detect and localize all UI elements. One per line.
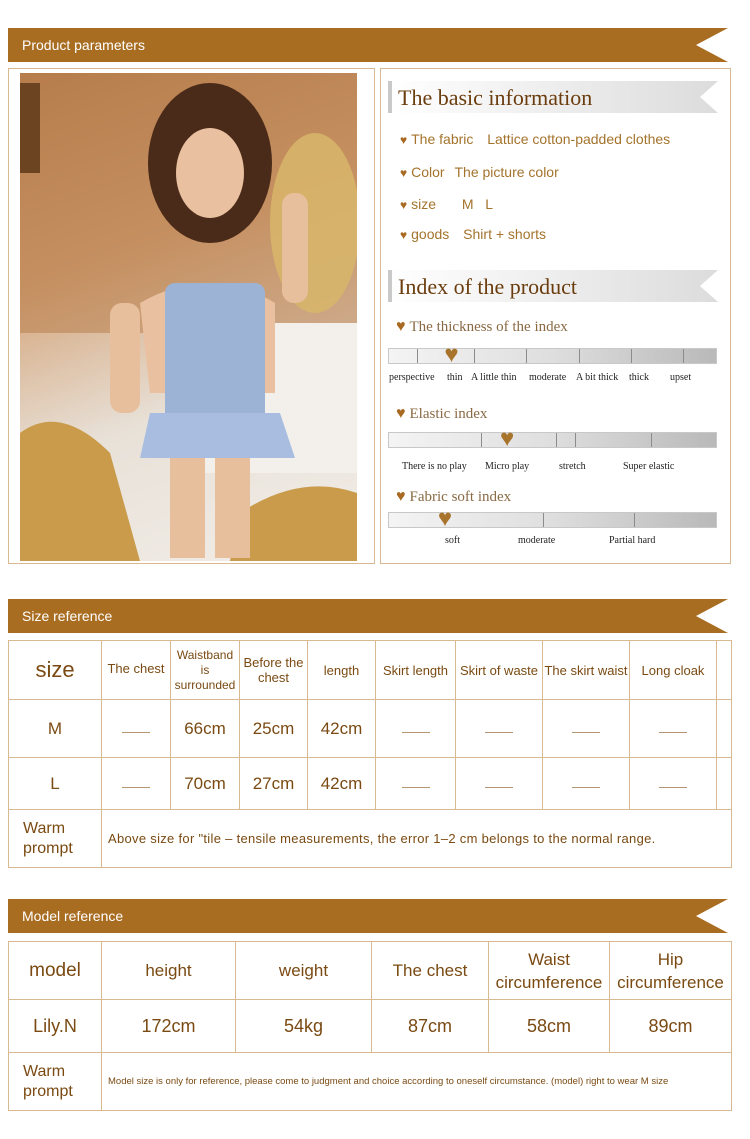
model-chest: 87cm: [372, 1000, 489, 1053]
cell-dash: [543, 700, 630, 758]
elastic-slider: [388, 425, 717, 452]
elastic-title-text: Elastic index: [409, 406, 488, 422]
slider-heart-icon: ♥: [499, 425, 515, 452]
cell-value: 25cm: [240, 700, 308, 758]
size-value: M L: [461, 196, 494, 212]
model-hip: 89cm: [610, 1000, 732, 1053]
model-name: Lily.N: [9, 1000, 102, 1053]
product-parameters-banner: [8, 28, 728, 62]
header-skirt-waste: Skirt of waste: [456, 641, 543, 700]
warm-prompt-text: Above size for "tile – tensile measurements, the error 1–2 cm belongs to the normal range.: [102, 810, 732, 868]
slider-heart-icon: ♥: [444, 341, 459, 368]
slider-tick: [634, 513, 635, 527]
size-table: [8, 640, 732, 868]
goods-label: goods: [411, 226, 450, 242]
heart-icon: ♥: [396, 405, 406, 422]
elastic-scale-0: There is no play: [402, 461, 467, 472]
color-label: Color: [411, 164, 445, 180]
thickness-scale-1: thin: [447, 372, 463, 383]
header-long-cloak: Long cloak: [630, 641, 717, 700]
header-height: height: [102, 942, 236, 1000]
elastic-scale-3: Super elastic: [623, 461, 675, 472]
info-row-size: [400, 196, 493, 212]
warm-prompt-text: Model size is only for reference, please come to judgment and choice according to oneself circumstance. (model) right to wear M size: [102, 1053, 732, 1111]
header-chest: The chest: [102, 641, 171, 700]
cell-dash: [456, 700, 543, 758]
header-skirt-length: Skirt length: [376, 641, 456, 700]
table-row: [9, 700, 732, 758]
thickness-scale-0: perspective: [389, 372, 435, 383]
model-reference-banner: [8, 899, 728, 933]
slider-tick: [526, 349, 527, 363]
header-hip: Hip circumference: [610, 942, 732, 1000]
soft-scale-1: moderate: [518, 535, 556, 546]
banner-title: Product parameters: [22, 37, 145, 53]
heart-icon: ♥: [396, 488, 406, 505]
model-header-row: [9, 942, 732, 1000]
slider-tick: [575, 433, 576, 447]
soft-slider: [388, 505, 717, 532]
thickness-scale-5: thick: [629, 372, 649, 383]
size-corner: size: [9, 641, 102, 700]
cell-value: 27cm: [240, 758, 308, 810]
size-label: size: [411, 196, 437, 212]
slider-tick: [683, 349, 684, 363]
basic-info-title: The basic information: [398, 85, 593, 110]
cell-dash: [630, 700, 717, 758]
model-waist: 58cm: [489, 1000, 610, 1053]
model-table: [8, 941, 732, 1111]
goods-value: Shirt + shorts: [463, 226, 547, 242]
thickness-scale-6: upset: [670, 372, 692, 383]
table-row: [9, 1000, 732, 1053]
slider-tick: [417, 349, 418, 363]
model-illustration: [20, 73, 357, 561]
basic-info-ribbon: [388, 81, 718, 113]
slider-tick: [556, 433, 557, 447]
slider-tick: [631, 349, 632, 363]
table-row: [9, 758, 732, 810]
cell-dash: [376, 758, 456, 810]
slider-tick: [543, 513, 544, 527]
elastic-scale-2: stretch: [559, 461, 586, 472]
banner-title: Size reference: [22, 608, 113, 624]
heart-icon: ♥: [400, 198, 408, 212]
slider-heart-icon: ♥: [437, 505, 453, 532]
model-height: 172cm: [102, 1000, 236, 1053]
cell-dash: [630, 758, 717, 810]
header-before-chest: Before the chest: [240, 641, 308, 700]
spacer-cell: [717, 758, 732, 810]
slider-tick: [651, 433, 652, 447]
thickness-scale-4: A bit thick: [576, 372, 619, 383]
fabric-value: Lattice cotton-padded clothes: [487, 131, 671, 147]
fabric-label: The fabric: [411, 131, 474, 147]
info-row-goods: [400, 226, 546, 242]
size-reference-banner: [8, 599, 728, 633]
soft-scale-2: Partial hard: [609, 535, 656, 546]
warm-prompt-label: Warm prompt: [9, 810, 102, 868]
color-value: The picture color: [454, 164, 559, 180]
cell-dash: [376, 700, 456, 758]
size-m: M: [9, 700, 102, 758]
heart-icon: ♥: [396, 318, 406, 335]
spacer-cell: [717, 700, 732, 758]
model-weight: 54kg: [236, 1000, 372, 1053]
index-ribbon: [388, 270, 718, 302]
cell-value: 42cm: [308, 700, 376, 758]
thickness-title: [396, 318, 568, 336]
header-chest: The chest: [372, 942, 489, 1000]
size-header-row: [9, 641, 732, 700]
info-row-color: [400, 164, 559, 180]
cell-value: 42cm: [308, 758, 376, 810]
heart-icon: ♥: [400, 133, 408, 147]
header-waist: Waist circumference: [489, 942, 610, 1000]
header-length: length: [308, 641, 376, 700]
slider-tick: [474, 349, 475, 363]
header-skirt-waist: The skirt waist: [543, 641, 630, 700]
header-weight: weight: [236, 942, 372, 1000]
size-prompt-row: [9, 810, 732, 868]
index-title: Index of the product: [398, 274, 577, 299]
banner-arrow-shape: [8, 599, 728, 633]
cell-dash: [543, 758, 630, 810]
info-row-fabric: [400, 131, 670, 147]
spacer-cell: [717, 641, 732, 700]
cell-value: 70cm: [171, 758, 240, 810]
heart-icon: ♥: [400, 228, 408, 242]
elastic-scale-1: Micro play: [485, 461, 530, 472]
cell-dash: [102, 700, 171, 758]
header-model: model: [9, 942, 102, 1000]
thickness-title-text: The thickness of the index: [409, 319, 568, 335]
elastic-title: [396, 405, 487, 423]
soft-title-text: Fabric soft index: [409, 489, 512, 505]
product-photo: [20, 73, 357, 561]
thickness-scale-2: A little thin: [471, 372, 517, 383]
banner-title: Model reference: [22, 908, 124, 924]
soft-scale-0: soft: [445, 535, 460, 546]
cell-dash: [456, 758, 543, 810]
slider-tick: [579, 349, 580, 363]
size-l: L: [9, 758, 102, 810]
thickness-slider: [388, 341, 717, 368]
model-prompt-row: [9, 1053, 732, 1111]
slider-tick: [481, 433, 482, 447]
header-waistband: Waistband is surrounded: [171, 641, 240, 700]
warm-prompt-label: Warm prompt: [9, 1053, 102, 1111]
thickness-scale-3: moderate: [529, 372, 567, 383]
soft-title: [396, 488, 511, 506]
cell-value: 66cm: [171, 700, 240, 758]
cell-dash: [102, 758, 171, 810]
heart-icon: ♥: [400, 166, 408, 180]
